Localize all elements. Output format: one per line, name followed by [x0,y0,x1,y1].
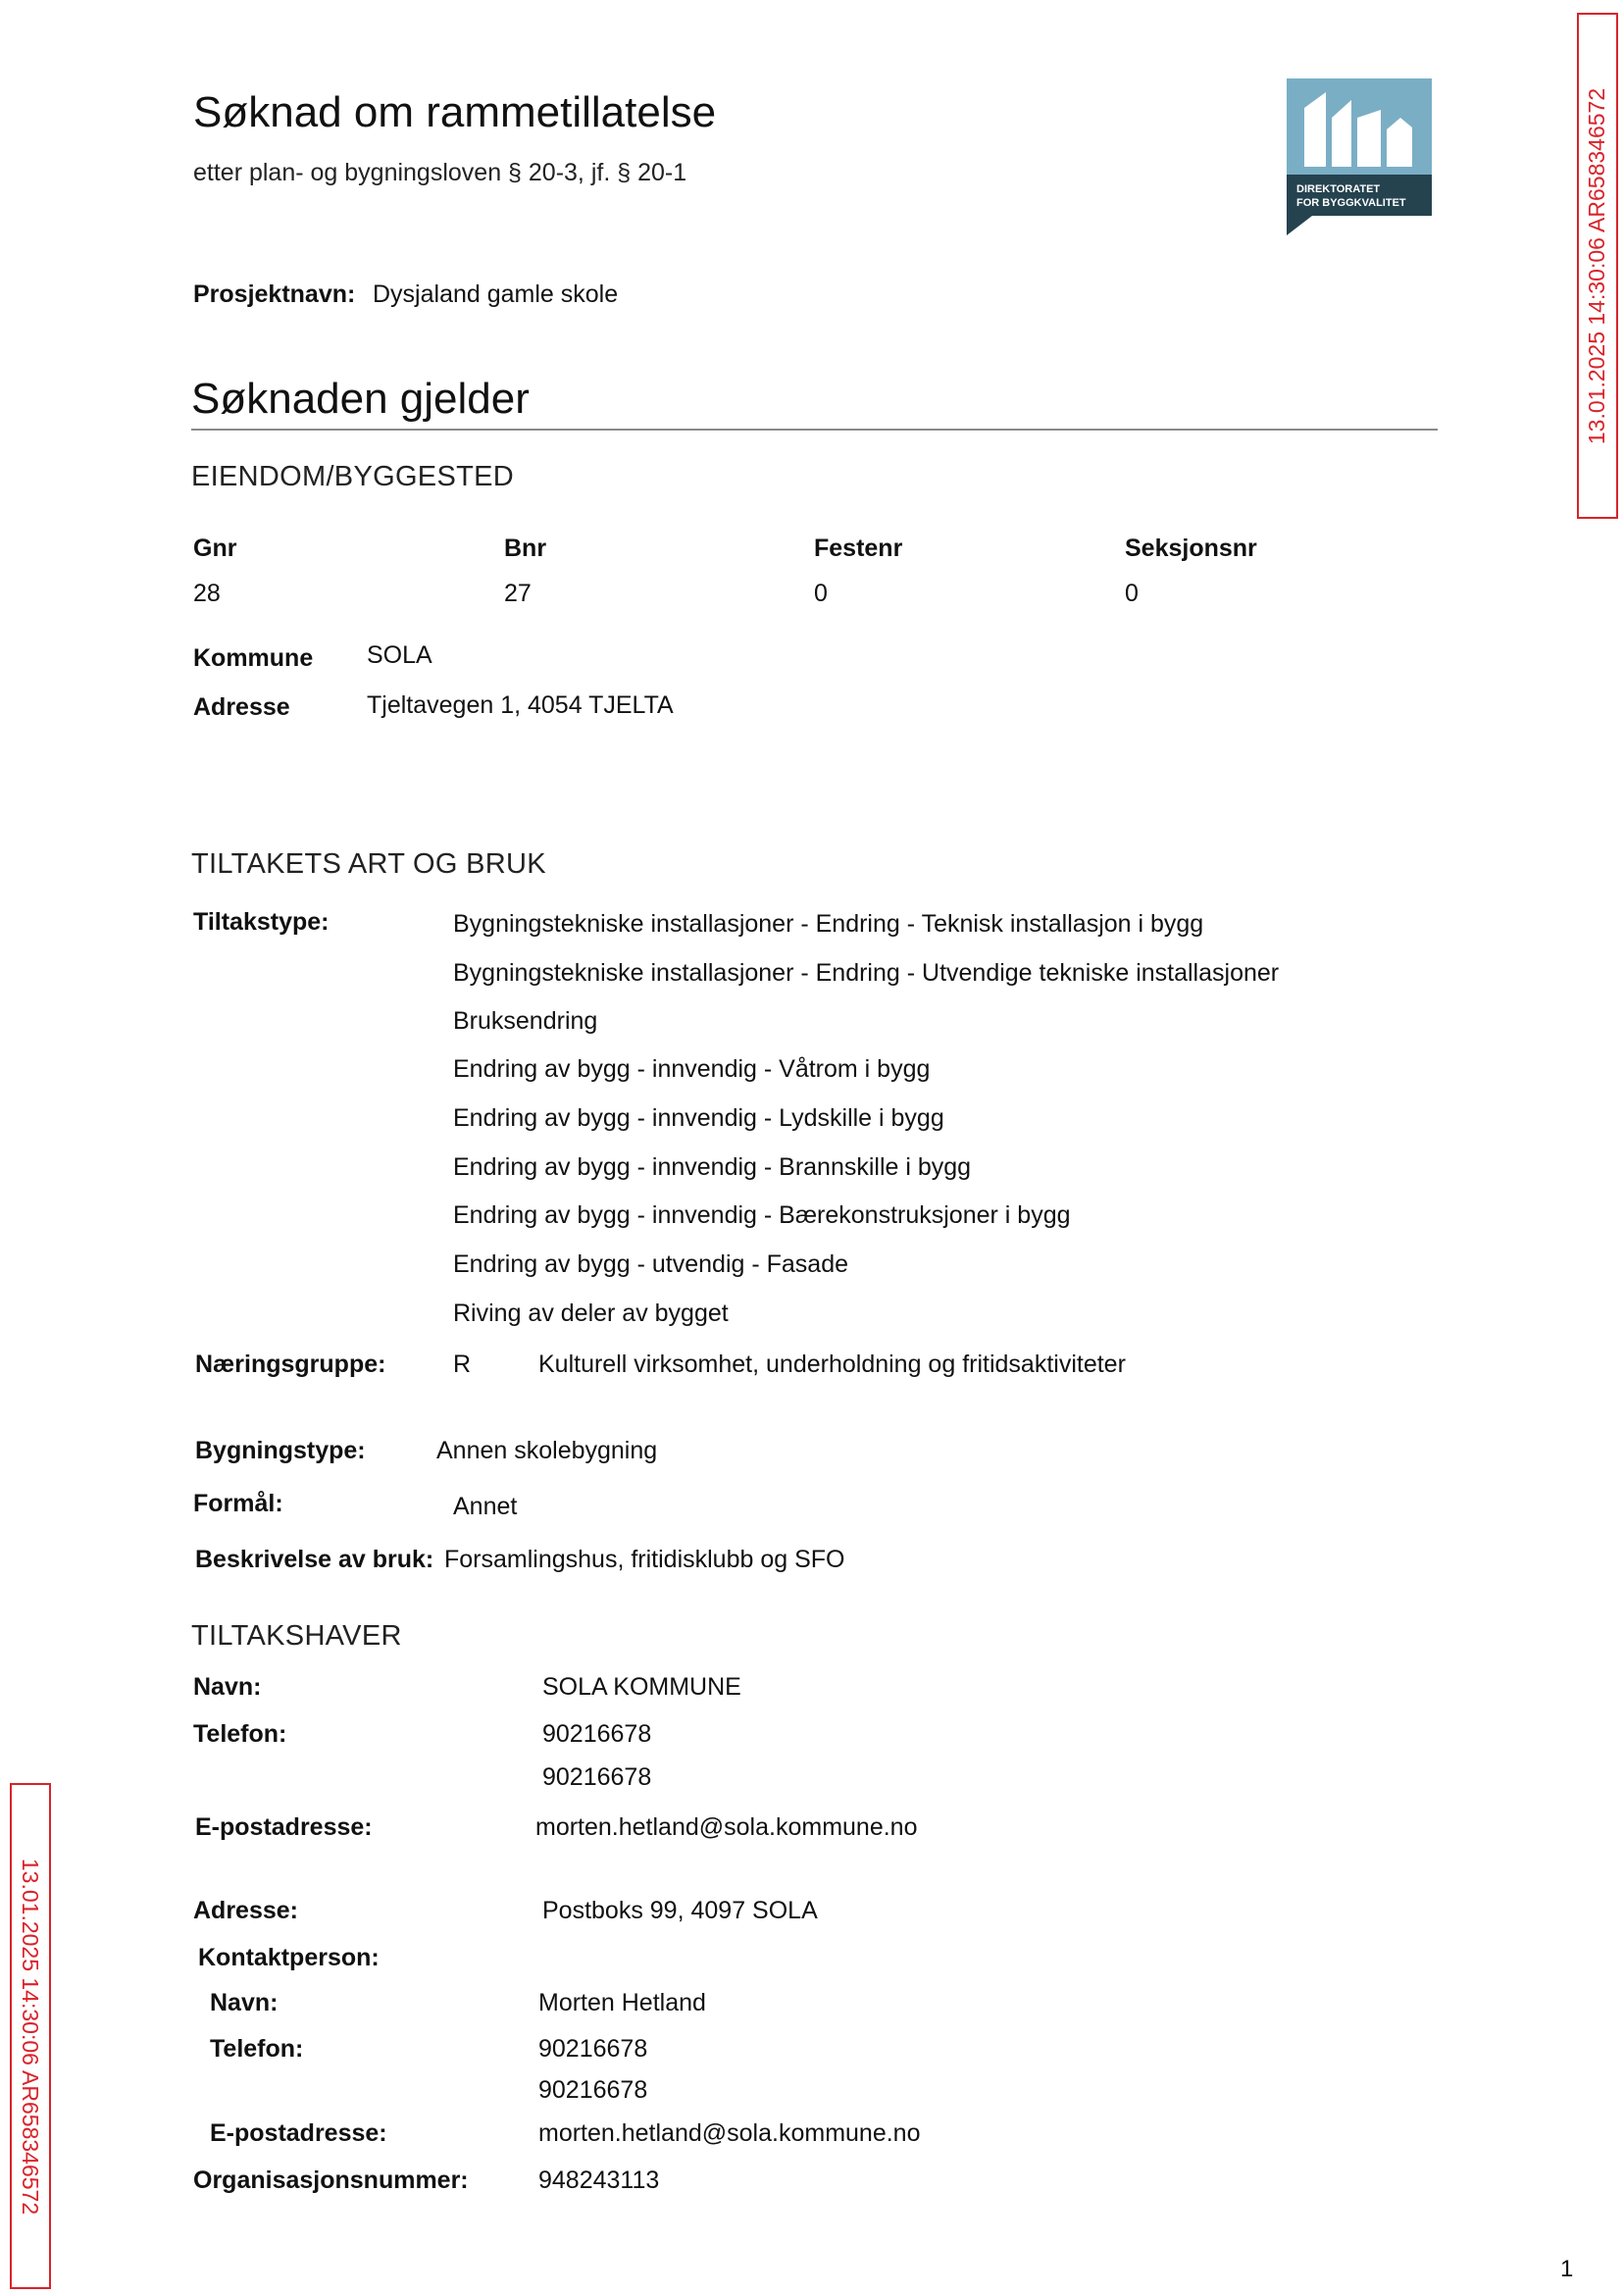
contact-name-value: Morten Hetland [538,1989,706,2016]
owner-phone-label: Telefon: [193,1720,287,1748]
kommune-label: Kommune [193,644,314,672]
contact-phone-value: 90216678 [538,2076,648,2104]
page-subtitle: etter plan- og bygningsloven § 20-3, jf. § 20-1 [193,159,687,186]
timestamp-stamp-top: 13.01.2025 14:30:06 AR658346572 [1577,13,1618,519]
page-title: Søknad om rammetillatelse [193,88,717,136]
tiltakstype-item: Endring av bygg - utvendig - Fasade [453,1250,849,1278]
naeringsgruppe-label: Næringsgruppe: [195,1351,386,1378]
festenr-label: Festenr [814,535,903,562]
tiltakstype-item: Bygningstekniske installasjoner - Endring - Utvendige tekniske installasjoner [453,959,1280,987]
tiltakstype-label: Tiltakstype: [193,908,330,936]
bygningstype-value: Annen skolebygning [436,1437,658,1464]
property-heading: EIENDOM/BYGGESTED [191,461,514,492]
beskrivelse-value: Forsamlingshus, fritidisklubb og SFO [444,1546,845,1573]
tiltakstype-item: Endring av bygg - innvendig - Lydskille i bygg [453,1104,944,1132]
owner-name-label: Navn: [193,1673,262,1701]
naeringsgruppe-code: R [453,1351,472,1378]
tiltakstype-item: Endring av bygg - innvendig - Våtrom i bygg [453,1055,931,1083]
naeringsgruppe-value: Kulturell virksomhet, underholdning og fritidsaktiviteter [538,1351,1126,1378]
formal-value: Annet [453,1493,518,1520]
owner-email-value: morten.hetland@sola.kommune.no [535,1813,918,1841]
gnr-label: Gnr [193,535,237,562]
bnr-value: 27 [504,580,532,607]
adresse-label: Adresse [193,693,290,721]
logo-text-2: FOR BYGGKVALITET [1296,197,1406,209]
section-divider [191,429,1438,431]
owner-heading: TILTAKSHAVER [191,1620,402,1652]
gnr-value: 28 [193,580,221,607]
project-name-value: Dysjaland gamle skole [373,280,619,308]
page-number: 1 [1560,2256,1574,2282]
timestamp-stamp-bottom: 13.01.2025 14:30:06 AR658346572 [10,1783,51,2289]
tiltakstype-item: Bruksendring [453,1007,598,1035]
owner-phone-value: 90216678 [542,1763,652,1791]
tiltakstype-item: Bygningstekniske installasjoner - Endring - Teknisk installasjon i bygg [453,910,1204,938]
tiltakstype-item: Riving av deler av bygget [453,1300,729,1327]
contact-email-label: E-postadresse: [210,2119,387,2147]
tiltakstype-item: Endring av bygg - innvendig - Brannskille i bygg [453,1153,972,1181]
festenr-value: 0 [814,580,828,607]
contact-phone-value: 90216678 [538,2035,648,2063]
dibk-logo [1287,78,1432,216]
bnr-label: Bnr [504,535,547,562]
bygningstype-label: Bygningstype: [195,1437,366,1464]
tiltakstype-item: Endring av bygg - innvendig - Bærekonstruksjoner i bygg [453,1201,1071,1229]
contact-phone-label: Telefon: [210,2035,304,2063]
owner-name-value: SOLA KOMMUNE [542,1673,741,1701]
contact-person-label: Kontaktperson: [198,1944,380,1971]
owner-address-value: Postboks 99, 4097 SOLA [542,1897,818,1924]
kommune-value: SOLA [367,641,432,669]
seksjonsnr-label: Seksjonsnr [1125,535,1257,562]
org-number-value: 948243113 [538,2167,660,2194]
measure-heading: TILTAKETS ART OG BRUK [191,848,546,880]
logo-text-1: DIREKTORATET [1296,183,1381,195]
section-title: Søknaden gjelder [191,375,530,423]
owner-address-label: Adresse: [193,1897,298,1924]
seksjonsnr-value: 0 [1125,580,1139,607]
org-number-label: Organisasjonsnummer: [193,2167,469,2194]
contact-email-value: morten.hetland@sola.kommune.no [538,2119,921,2147]
owner-phone-value: 90216678 [542,1720,652,1748]
project-name-label: Prosjektnavn: [193,280,356,308]
beskrivelse-label: Beskrivelse av bruk: [195,1546,434,1573]
adresse-value: Tjeltavegen 1, 4054 TJELTA [367,691,674,719]
contact-name-label: Navn: [210,1989,279,2016]
formal-label: Formål: [193,1490,283,1517]
owner-email-label: E-postadresse: [195,1813,373,1841]
